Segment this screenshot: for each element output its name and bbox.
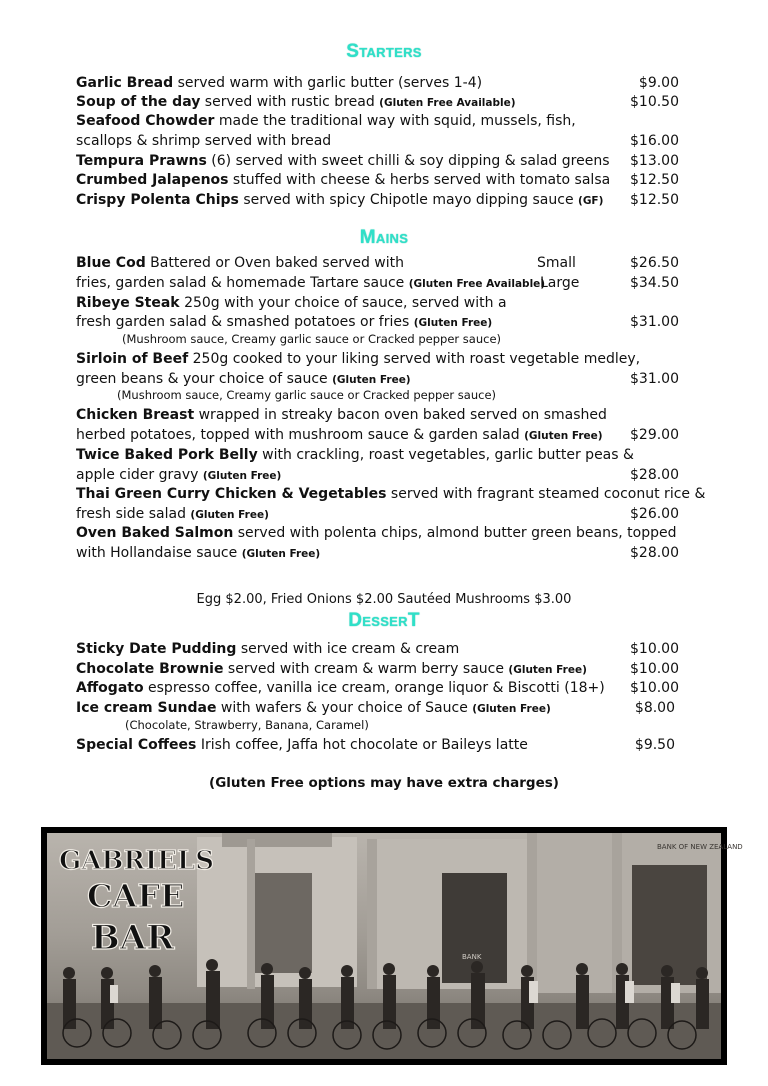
dessert-heading: DesserT bbox=[348, 610, 420, 631]
item-name: Oven Baked Salmon bbox=[76, 525, 234, 541]
item-price: $8.00 bbox=[634, 700, 675, 716]
item-price: $9.50 bbox=[634, 737, 675, 753]
size-small-label: Small bbox=[537, 255, 576, 271]
item-desc: served with rustic bread bbox=[200, 94, 380, 110]
item-price: $10.50 bbox=[630, 94, 679, 110]
item-desc: with Hollandaise sauce bbox=[76, 545, 242, 561]
menu-item bbox=[76, 293, 507, 313]
item-desc: wrapped in streaky bacon oven baked served on smashed bbox=[194, 407, 607, 423]
item-name: Garlic Bread bbox=[76, 75, 174, 91]
item-desc: fresh garden salad & smashed potatoes or fries bbox=[76, 314, 414, 330]
item-price: $9.00 bbox=[638, 75, 679, 91]
item-name: Crispy Polenta Chips bbox=[76, 192, 239, 208]
photo-scene bbox=[47, 833, 743, 1059]
item-desc: scallops & shrimp served with bread bbox=[76, 133, 332, 149]
item-price: $31.00 bbox=[630, 314, 679, 330]
item-desc: with wafers & your choice of Sauce bbox=[216, 700, 473, 716]
item-desc: 250g with your choice of sauce, served with a bbox=[179, 295, 507, 311]
item-desc: Battered or Oven baked served with bbox=[145, 255, 404, 271]
menu-item bbox=[76, 484, 705, 504]
item-price: $10.00 bbox=[630, 680, 679, 696]
item-price: $16.00 bbox=[630, 133, 679, 149]
item-price: $28.00 bbox=[630, 467, 679, 483]
item-name: Chicken Breast bbox=[76, 407, 195, 423]
item-name: Blue Cod bbox=[76, 255, 146, 271]
item-tag: (Gluten Free Available) bbox=[408, 278, 546, 290]
menu-item bbox=[76, 523, 677, 543]
item-tag: (Gluten Free) bbox=[190, 509, 269, 521]
item-desc: espresso coffee, vanilla ice cream, orange liquor & Biscotti (18+) bbox=[143, 680, 605, 696]
photo-illustration bbox=[47, 833, 743, 1059]
item-name: Special Coffees bbox=[76, 737, 197, 753]
menu-item bbox=[76, 170, 610, 190]
item-name: Ribeye Steak bbox=[76, 295, 180, 311]
item-price: $12.50 bbox=[630, 192, 679, 208]
item-desc: apple cider gravy bbox=[76, 467, 203, 483]
menu-item bbox=[76, 735, 528, 755]
item-price: $26.00 bbox=[630, 506, 679, 522]
item-name: Sticky Date Pudding bbox=[76, 641, 237, 657]
menu-item-continued bbox=[76, 425, 603, 446]
gluten-free-note: (Gluten Free options may have extra charges) bbox=[209, 775, 559, 791]
logo-line-1: GABRIELS bbox=[59, 846, 214, 876]
building-window bbox=[252, 873, 312, 973]
item-name: Crumbed Jalapenos bbox=[76, 172, 229, 188]
bank-door-sign: BANK bbox=[462, 953, 482, 961]
item-price: $10.00 bbox=[630, 641, 679, 657]
menu-item-continued bbox=[76, 543, 320, 564]
item-name: Sirloin of Beef bbox=[76, 351, 189, 367]
menu-item bbox=[76, 659, 587, 680]
item-desc: served warm with garlic butter (serves 1-4) bbox=[173, 75, 483, 91]
menu-item bbox=[76, 639, 459, 659]
menu-item-continued bbox=[76, 312, 492, 333]
item-name: Ice cream Sundae bbox=[76, 700, 217, 716]
menu-item bbox=[76, 111, 576, 131]
sauce-options: (Mushroom sauce, Creamy garlic sauce or Cracked pepper sauce) bbox=[122, 332, 502, 346]
menu-item bbox=[76, 698, 551, 719]
pillar bbox=[247, 839, 255, 989]
menu-item bbox=[76, 678, 605, 698]
starters-heading: Starters bbox=[346, 41, 422, 62]
item-desc: served with ice cream & cream bbox=[236, 641, 460, 657]
item-tag: (Gluten Free) bbox=[241, 548, 321, 560]
item-tag: (Gluten Free) bbox=[202, 470, 282, 482]
menu-item bbox=[76, 92, 516, 113]
item-desc: served with spicy Chipotle mayo dipping sauce bbox=[238, 192, 579, 208]
vintage-photo bbox=[41, 827, 743, 1065]
menu-item bbox=[76, 445, 634, 465]
item-desc: herbed potatoes, topped with mushroom sauce & garden salad bbox=[76, 427, 525, 443]
sauce-options: (Mushroom sauce, Creamy garlic sauce or Cracked pepper sauce) bbox=[117, 388, 497, 402]
item-desc: fries, garden salad & homemade Tartare sauce bbox=[76, 275, 409, 291]
item-tag: (Gluten Free) bbox=[332, 374, 411, 386]
item-name: Thai Green Curry Chicken & Vegetables bbox=[76, 486, 387, 502]
item-desc: Irish coffee, Jaffa hot chocolate or Baileys latte bbox=[196, 737, 528, 753]
item-tag: (Gluten Free) bbox=[413, 317, 493, 329]
item-tag: (Gluten Free) bbox=[472, 703, 551, 715]
menu-item bbox=[76, 190, 603, 211]
logo-line-2: CAFE bbox=[87, 877, 185, 915]
menu-item-continued bbox=[76, 273, 545, 294]
item-price: $28.00 bbox=[630, 545, 679, 561]
item-desc: (6) served with sweet chilli & soy dipping & salad greens bbox=[206, 153, 610, 169]
item-price: $26.50 bbox=[630, 255, 679, 271]
item-tag: (Gluten Free Available) bbox=[379, 97, 516, 109]
item-tag: (GF) bbox=[578, 195, 604, 207]
item-price: $12.50 bbox=[630, 172, 679, 188]
sauce-options: (Chocolate, Strawberry, Banana, Caramel) bbox=[125, 718, 369, 732]
item-price: $31.00 bbox=[630, 371, 679, 387]
item-tag: (Gluten Free) bbox=[524, 430, 603, 442]
item-name: Chocolate Brownie bbox=[76, 661, 224, 677]
item-desc: stuffed with cheese & herbs served with tomato salsa bbox=[228, 172, 611, 188]
menu-item bbox=[76, 405, 607, 425]
menu-item bbox=[76, 349, 640, 369]
item-name: Seafood Chowder bbox=[76, 113, 215, 129]
item-price: $10.00 bbox=[630, 661, 679, 677]
item-desc: served with fragrant steamed coconut rice & bbox=[386, 486, 706, 502]
item-name: Affogato bbox=[76, 680, 144, 696]
item-price: $13.00 bbox=[630, 153, 679, 169]
size-large-label: Large bbox=[540, 275, 580, 291]
bank-sign: BANK OF NEW ZEALAND bbox=[657, 843, 743, 851]
cafe-logo bbox=[59, 846, 214, 958]
item-desc: served with polenta chips, almond butter green beans, topped bbox=[233, 525, 677, 541]
item-price: $29.00 bbox=[630, 427, 679, 443]
item-name: Soup of the day bbox=[76, 94, 201, 110]
item-desc: made the traditional way with squid, mussels, fish, bbox=[214, 113, 576, 129]
menu-item-continued bbox=[76, 504, 269, 525]
menu-item-continued bbox=[76, 131, 331, 151]
building-cornice bbox=[222, 833, 332, 847]
pillar bbox=[367, 839, 377, 989]
item-desc: served with cream & warm berry sauce bbox=[223, 661, 509, 677]
menu-item bbox=[76, 253, 404, 273]
item-desc: fresh side salad bbox=[76, 506, 191, 522]
item-desc: 250g cooked to your liking served with roast vegetable medley, bbox=[188, 351, 641, 367]
menu-item-continued bbox=[76, 465, 281, 486]
mains-heading: Mains bbox=[359, 227, 409, 248]
extras-line: Egg $2.00, Fried Onions $2.00 Sautéed Mushrooms $3.00 bbox=[196, 592, 572, 607]
menu-item bbox=[76, 151, 610, 171]
item-desc: green beans & your choice of sauce bbox=[76, 371, 333, 387]
menu-item bbox=[76, 73, 482, 93]
item-desc: with crackling, roast vegetables, garlic butter peas & bbox=[257, 447, 634, 463]
item-name: Twice Baked Pork Belly bbox=[76, 447, 258, 463]
item-price: $34.50 bbox=[630, 275, 679, 291]
item-tag: (Gluten Free) bbox=[508, 664, 587, 676]
logo-line-3: BAR bbox=[91, 918, 175, 958]
menu-item-continued bbox=[76, 369, 411, 390]
item-name: Tempura Prawns bbox=[76, 153, 207, 169]
